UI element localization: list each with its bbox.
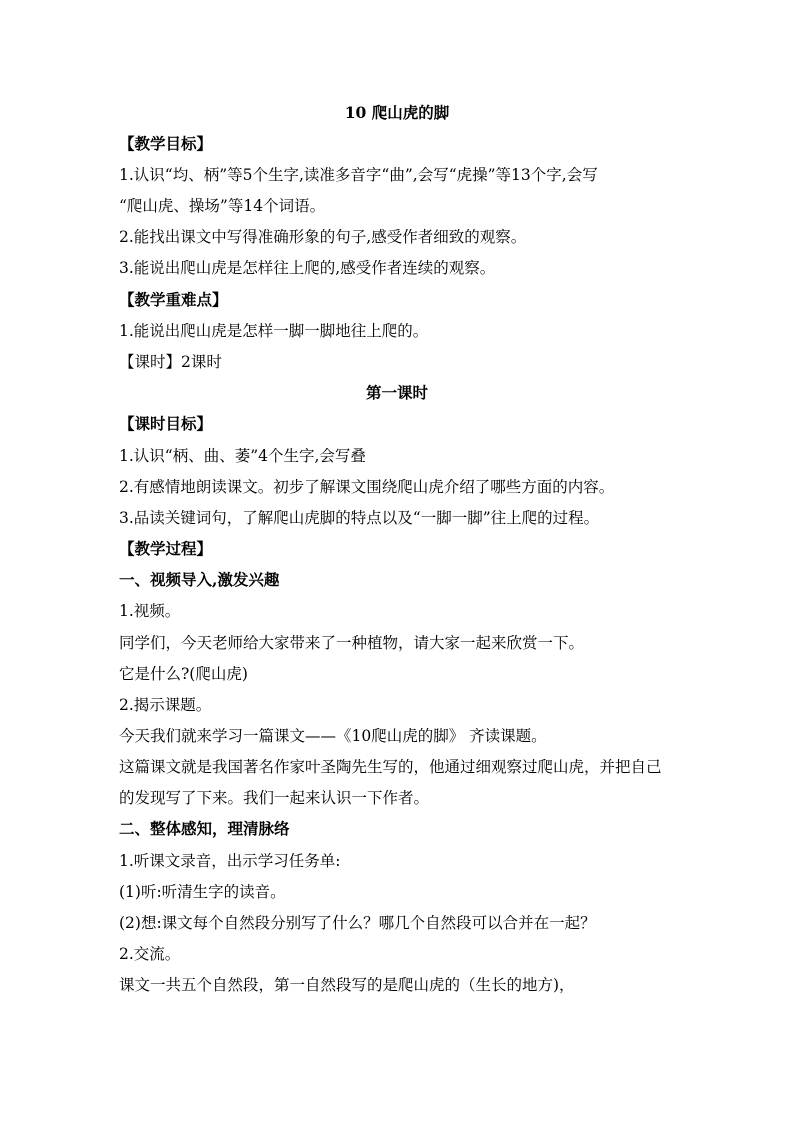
part2-heading: 二、整体感知，理清脉络 [119, 819, 290, 838]
part2-line: (1)听:听清生字的读音。 [119, 883, 286, 901]
lesson-goal-line: 2.有感情地朗读课文。初步了解课文围绕爬山虎介绍了哪些方面的内容。 [119, 478, 615, 496]
key-point-line: 1.能说出爬山虎是怎样一脚一脚地往上爬的。 [119, 322, 429, 340]
part1-line: 2.揭示课题。 [119, 696, 212, 714]
goal-line: 2.能找出课文中写得准确形象的句子,感受作者细致的观察。 [119, 228, 527, 246]
document-title: 10 爬山虎的脚 [344, 103, 450, 122]
heading-teaching-goals: 【教学目标】 [119, 134, 213, 153]
part2-line: 2.交流。 [119, 945, 181, 963]
part1-line: 它是什么?(爬山虎) [119, 665, 248, 683]
section-title: 第一课时 [365, 383, 428, 402]
part1-line: 的发现写了下来。我们一起来认识一下作者。 [119, 789, 430, 807]
heading-lesson-goals: 【课时目标】 [119, 414, 213, 433]
goal-line: 3.能说出爬山虎是怎样往上爬的,感受作者连续的观察。 [119, 259, 496, 277]
part2-line: 1.听课文录音，出示学习任务单: [119, 852, 341, 870]
part1-line: 1.视频。 [119, 602, 181, 620]
part1-line: 今天我们就来学习一篇课文——《10爬山虎的脚》 齐读课题。 [119, 727, 547, 745]
part1-line: 同学们，今天老师给大家带来了一种植物，请大家一起来欣赏一下。 [119, 634, 585, 652]
goal-line: 1.认识“均、柄”等5个生字,读准多音字“曲”,会写“虎操”等13个字,会写 [119, 166, 598, 184]
goal-line: “爬山虎、操场”等14个词语。 [119, 197, 326, 215]
part1-line: 这篇课文就是我国著名作家叶圣陶先生写的，他通过细观察过爬山虎，并把自己 [119, 758, 662, 776]
heading-teaching-process: 【教学过程】 [119, 539, 213, 558]
lesson-goal-line: 3.品读关键词句，了解爬山虎脚的特点以及“一脚一脚”往上爬的过程。 [119, 509, 600, 527]
part1-heading: 一、视频导入,激发兴趣 [119, 570, 280, 589]
part2-line: (2)想:课文每个自然段分别写了什么？哪几个自然段可以合并在一起？ [119, 914, 596, 932]
heading-key-difficult-points: 【教学重难点】 [119, 290, 228, 309]
class-hours: 【课时】2课时 [119, 353, 222, 371]
part2-line: 课文一共五个自然段，第一自然段写的是爬山虎的（生长的地方)， [119, 976, 575, 994]
lesson-goal-line: 1.认识“柄、曲、萎”4个生字,会写叠 [119, 447, 366, 465]
